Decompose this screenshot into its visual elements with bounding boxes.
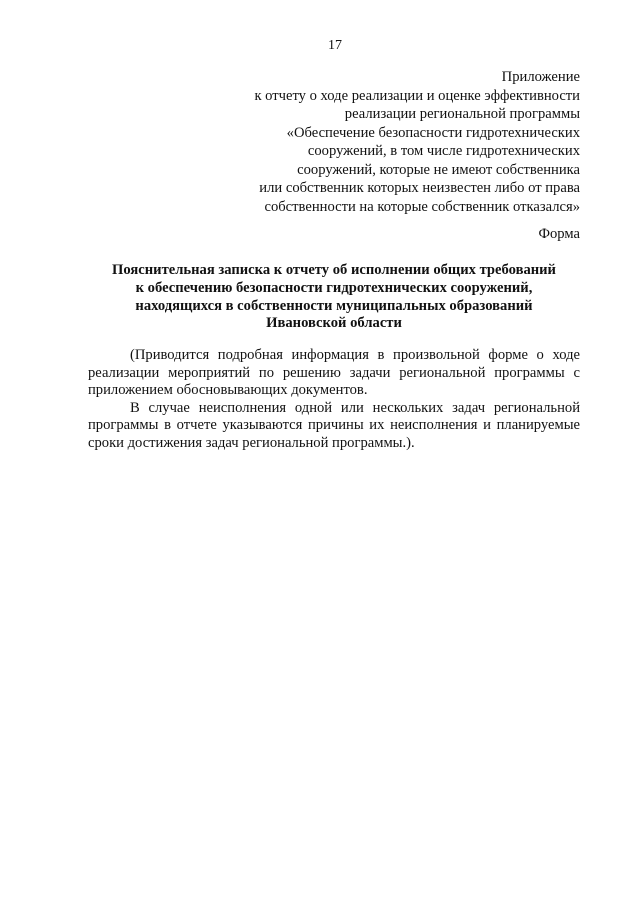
title-line: Ивановской области (266, 315, 402, 332)
page-number: 17 (328, 38, 342, 53)
appendix-line: или собственник которых неизвестен либо от права (259, 180, 580, 196)
title-line: к обеспечению безопасности гидротехнических сооружений, (135, 279, 533, 296)
appendix-line: к отчету о ходе реализации и оценке эффективности (254, 87, 580, 104)
body-paragraph: В случае неисполнения одной или нескольких задач региональной программы в отчете указываются причины их неисполнения и планируемые сроки достижения задач региональной программы.). (88, 399, 580, 451)
appendix-line: «Обеспечение безопасности гидротехнических (286, 124, 580, 141)
title-line: находящихся в собственности муниципальных образований (135, 297, 533, 314)
appendix-header (220, 68, 580, 216)
appendix-line: сооружений, которые не имеют собственника (297, 161, 580, 178)
body-paragraph: (Приводится подробная информация в произвольной форме о ходе реализации мероприятий по решению задачи региональной программы с приложением обосновывающих документов. (88, 347, 580, 399)
body-text (88, 347, 580, 453)
form-label: Форма (538, 226, 580, 242)
appendix-line: собственности на которые собственник отказался» (264, 198, 580, 215)
title-line: Пояснительная записка к отчету об исполнении общих требований (112, 262, 556, 278)
appendix-line: Приложение (501, 69, 580, 85)
appendix-line: сооружений, в том числе гидротехнических (307, 143, 580, 159)
appendix-line: реализации региональной программы (344, 106, 580, 122)
document-title (88, 262, 580, 333)
